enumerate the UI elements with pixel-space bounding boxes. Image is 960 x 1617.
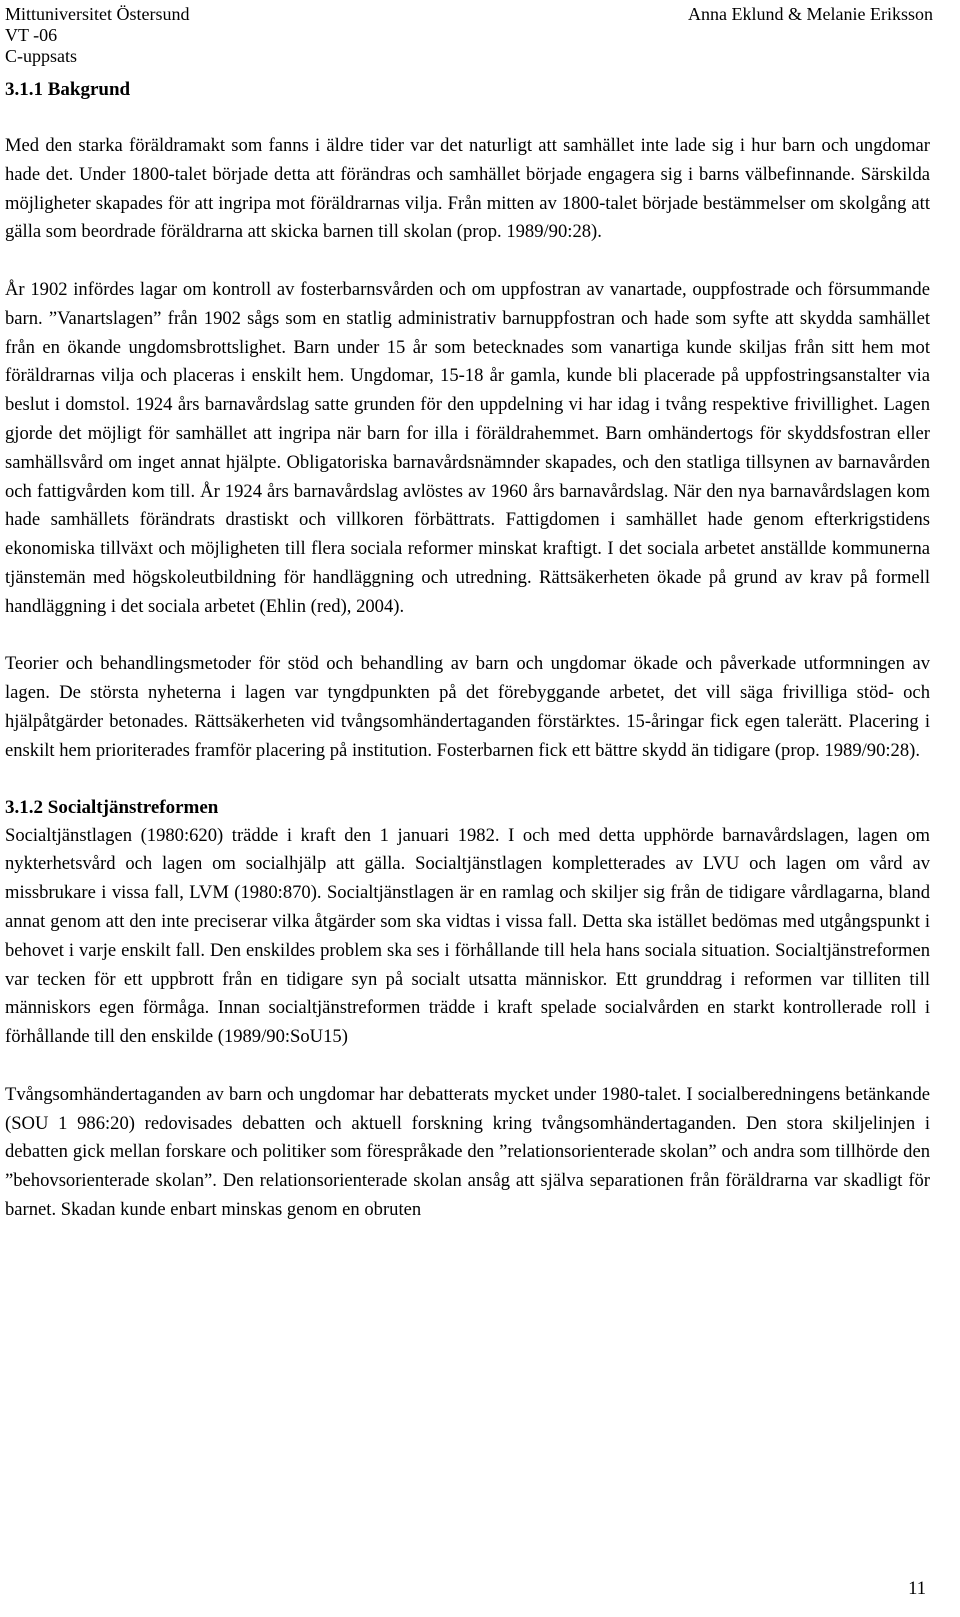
paragraph: Med den starka föräldramakt som fanns i äldre tider var det naturligt att samhället inte lade sig i hur barn och ungdomar hade det. Under 1800-talet började detta att förändras och samhället började engagera sig i barns välbefinnande. Särskilda möjligheter skapades för att ingripa mot föräldrarnas vilja. Från mitten av 1800-talet började bestämmelser om skolgång att gälla som beordrade föräldrarna att skicka barnen till skolan (prop. 1989/90:28). xyxy=(5,135,930,243)
paragraph: Tvångsomhändertaganden av barn och ungdomar har debatterats mycket under 1980-talet. I socialberedningens betänkande (SOU 1 986:20) redovisades debatten och aktuell forskning kring tvångsomhändertaganden. Den stora skiljelinjen i debatten gick mellan forskare och politiker som förespråkade den ”relationsorienterade skolan” och andra som tillhörde den ”behovsorienterade skolan”. Den relationsorienterade skolan ansåg att själva separationen från föräldrarna var skadligt för barnet. Skadan kunde enbart minskas genom en obruten xyxy=(5,1083,930,1220)
page-header xyxy=(5,4,933,67)
section-heading-bakgrund: 3.1.1 Bakgrund xyxy=(5,79,131,100)
paragraph: Teorier och behandlingsmetoder för stöd och behandling av barn och ungdomar ökade och påverkade utformningen av lagen. De största nyheterna i lagen var tyngdpunkten på det förebyggande arbetet, det vill säga frivilliga stöd- och hjälpåtgärder betonades. Rättsäkerheten vid tvångsomhändertaganden förstärktes. 15-åringar fick egen talerätt. Placering i enskilt hem prioriterades framför placering på institution. Fosterbarnen fick ett bättre skydd än tidigare (prop. 1989/90:28). xyxy=(5,653,930,761)
document-body xyxy=(5,76,930,1225)
header-university: Mittuniversitet Östersund xyxy=(5,4,190,24)
section-heading-socialtjanstreformen: 3.1.2 Socialtjänstreformen xyxy=(5,796,219,818)
header-authors: Anna Eklund & Melanie Eriksson xyxy=(688,4,933,24)
header-term: VT -06 xyxy=(5,25,58,45)
paragraph: År 1902 infördes lagar om kontroll av fosterbarnsvården och om uppfostran av vanartade, ouppfostrade och försummande barn. ”Vanartslagen” från 1902 sågs som en statlig administrativ barnuppfostran och hade som syfte att skydda samhället från en ökande ungdomsbrottslighet. Barn under 15 år som betecknades som vanartiga kunde skiljas från sitt hem mot föräldrarnas vilja och placeras i enskilt hem. Ungdomar, 15-18 år gamla, kunde bli placerade på uppfostringsanstalter via beslut i domstol. 1924 års barnavårdslag satte grunden för den uppdelning vi har idag i tvång respektive frivillighet. Lagen gjorde det möjligt för samhället att ingripa när barn for illa i föräldrahemmet. Barn omhändertogs för skyddsfostran eller samhällsvård om inget annat hjälpte. Obligatoriska barnavårdsnämnder skapades, och den statliga tillsynen av barnavården och fattigvården kom till. År 1924 års barnavårdslag avlöstes av 1960 års barnavårdslag. När den nya barnavårdslagen kom hade samhällets förändrats drastiskt och villkoren förbättrats. Fattigdomen i samhället hade genom efterkrigstidens ekonomiska tillväxt och möjligheten till flera sociala reformer minskat kraftigt. I det sociala arbetet anställde kommunerna tjänstemän med högskoleutbildning för handläggning och utredning. Rättsäkerheten ökade på grund av krav på formell handläggning i det sociala arbetet (Ehlin (red), 2004). xyxy=(5,278,930,617)
header-first-row xyxy=(5,4,933,25)
header-thesis-type: C-uppsats xyxy=(5,46,77,66)
page-number: 11 xyxy=(908,1578,926,1599)
paragraph: Socialtjänstlagen (1980:620) trädde i kraft den 1 januari 1982. I och med detta upphörde barnavårdslagen, lagen om nykterhetsvård och lagen om socialhjälp att gälla. Socialtjänstlagen kompletterades av LVU och lagen om vård av missbrukare i vissa fall, LVM (1980:870). Socialtjänstlagen är en ramlag och skiljer sig från de tidigare vårdlagarna, bland annat genom att den inte preciserar vilka åtgärder som ska vidtas i vissa fall. Detta ska istället bedömas med utgångspunkt i behovet i varje enskilt fall. Den enskildes problem ska ses i förhållande till hela hans sociala situation. Socialtjänstreformen var tecken för ett uppbrott från en tidigare syn på socialt utsatta människor. Ett grunddrag i reformen var tilliten till människors egen förmåga. Innan socialtjänstreformen trädde i kraft spelade socialvården en starkt kontrollerade roll i förhållande till den enskilde (1989/90:SoU15) xyxy=(5,824,930,1048)
